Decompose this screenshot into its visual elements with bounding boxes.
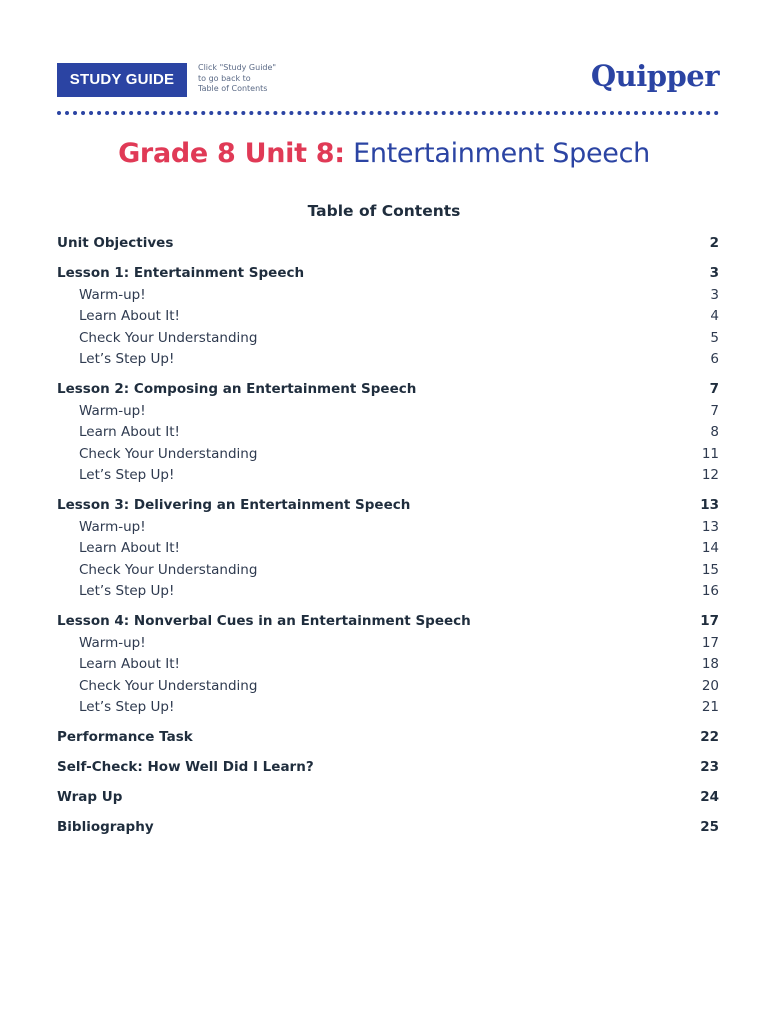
toc-entry-page: 12 [701, 467, 719, 483]
toc-entry-page: 5 [710, 329, 719, 346]
toc-subentry[interactable] [57, 349, 719, 371]
toc-subentry[interactable] [57, 306, 719, 328]
toc-subentry[interactable] [57, 465, 719, 487]
toc-entry-label: Warm-up! [79, 286, 146, 303]
toc-entry-label: Unit Objectives [57, 235, 174, 251]
toc-entry-page: 20 [701, 677, 719, 694]
toc-entry-page: 13 [701, 518, 719, 535]
toc-entry-page: 15 [701, 561, 719, 578]
toc-subentry[interactable] [57, 285, 719, 307]
toc-entry-label: Check Your Understanding [79, 561, 258, 578]
toc-entry-lesson[interactable] [57, 379, 719, 401]
toc-entry-page: 3 [709, 265, 719, 281]
toc-entry-unit-objectives[interactable] [57, 233, 719, 255]
toc-entry-bibliography[interactable] [57, 817, 719, 839]
toc-entry-label: Let’s Step Up! [79, 351, 175, 367]
toc-subentry[interactable] [57, 328, 719, 350]
toc-entry-lesson[interactable] [57, 495, 719, 517]
toc-entry-page: 17 [701, 634, 719, 651]
toc-entry-page: 11 [701, 445, 719, 462]
toc-entry-wrap-up[interactable] [57, 787, 719, 809]
toc-entry-label: Let’s Step Up! [79, 467, 175, 483]
toc-entry-page: 21 [701, 699, 719, 715]
toc-entry-page: 8 [710, 424, 719, 440]
note-line: Click "Study Guide" [198, 63, 277, 72]
toc-subentry[interactable] [57, 560, 719, 582]
toc-entry-label: Self-Check: How Well Did I Learn? [57, 759, 314, 775]
toc-entry-label: Lesson 3: Delivering an Entertainment Speech [57, 497, 411, 513]
title-grade-unit: Grade 8 Unit 8: [118, 138, 345, 169]
toc-entry-label: Check Your Understanding [79, 677, 258, 694]
toc-entry-page: 23 [700, 759, 719, 775]
note-line: Table of Contents [198, 84, 268, 93]
toc-lesson-3 [57, 495, 719, 603]
toc-subentry[interactable] [57, 538, 719, 560]
toc-entry-label: Warm-up! [79, 518, 146, 535]
toc-entry-page: 24 [700, 789, 719, 805]
study-guide-note [198, 63, 318, 95]
toc-lesson-1 [57, 263, 719, 371]
toc-entry-label: Check Your Understanding [79, 329, 258, 346]
toc-entry-label: Let’s Step Up! [79, 583, 175, 599]
study-guide-button[interactable]: STUDY GUIDE [57, 63, 187, 97]
toc-entry-label: Warm-up! [79, 402, 146, 419]
dotted-divider [57, 111, 719, 115]
toc-subentry[interactable] [57, 697, 719, 719]
toc-subentry[interactable] [57, 517, 719, 539]
toc-entry-page: 7 [709, 381, 719, 397]
toc-entry-page: 18 [701, 656, 719, 672]
toc-entry-label: Learn About It! [79, 656, 180, 672]
toc-entry-label: Lesson 1: Entertainment Speech [57, 265, 305, 281]
toc-entry-page: 7 [710, 402, 719, 419]
toc-entry-page: 17 [700, 613, 719, 629]
toc-lesson-2 [57, 379, 719, 487]
toc-entry-page: 3 [710, 286, 719, 303]
toc-entry-page: 25 [700, 819, 719, 835]
toc-entry-label: Check Your Understanding [79, 445, 258, 462]
toc-entry-page: 22 [700, 729, 719, 745]
toc-entry-page: 6 [710, 351, 719, 367]
toc-entry-page: 14 [701, 540, 719, 556]
toc-heading: Table of Contents [307, 202, 461, 220]
note-line: to go back to [198, 73, 251, 83]
toc-entry-label: Learn About It! [79, 540, 180, 556]
toc-entry-label: Wrap Up [57, 789, 123, 805]
toc-entry-page: 4 [710, 308, 719, 324]
toc-entry-lesson[interactable] [57, 263, 719, 285]
toc-subentry[interactable] [57, 676, 719, 698]
toc-entry-label: Let’s Step Up! [79, 699, 175, 715]
title-topic: Entertainment Speech [344, 138, 650, 169]
toc-entry-label: Warm-up! [79, 634, 146, 651]
toc-entry-page: 13 [700, 497, 719, 513]
toc-subentry[interactable] [57, 633, 719, 655]
toc-subentry[interactable] [57, 401, 719, 423]
toc-entry-label: Lesson 2: Composing an Entertainment Speech [57, 381, 417, 397]
toc-entry-self-check[interactable] [57, 757, 719, 779]
toc-subentry[interactable] [57, 422, 719, 444]
toc-subentry[interactable] [57, 444, 719, 466]
toc-lesson-4 [57, 611, 719, 719]
toc-subentry[interactable] [57, 581, 719, 603]
page-title [0, 138, 768, 169]
toc-subentry[interactable] [57, 654, 719, 676]
toc-entry-page: 2 [709, 235, 719, 251]
toc-entry-label: Lesson 4: Nonverbal Cues in an Entertainment Speech [57, 613, 471, 629]
toc-entry-lesson[interactable] [57, 611, 719, 633]
toc-entry-performance-task[interactable] [57, 727, 719, 749]
toc-entry-label: Learn About It! [79, 424, 180, 440]
table-of-contents [57, 233, 719, 847]
page-header [57, 61, 719, 99]
quipper-logo: Quipper [590, 59, 719, 93]
toc-entry-label: Learn About It! [79, 308, 180, 324]
toc-entry-page: 16 [701, 583, 719, 599]
toc-entry-label: Performance Task [57, 729, 193, 745]
toc-entry-label: Bibliography [57, 819, 154, 835]
